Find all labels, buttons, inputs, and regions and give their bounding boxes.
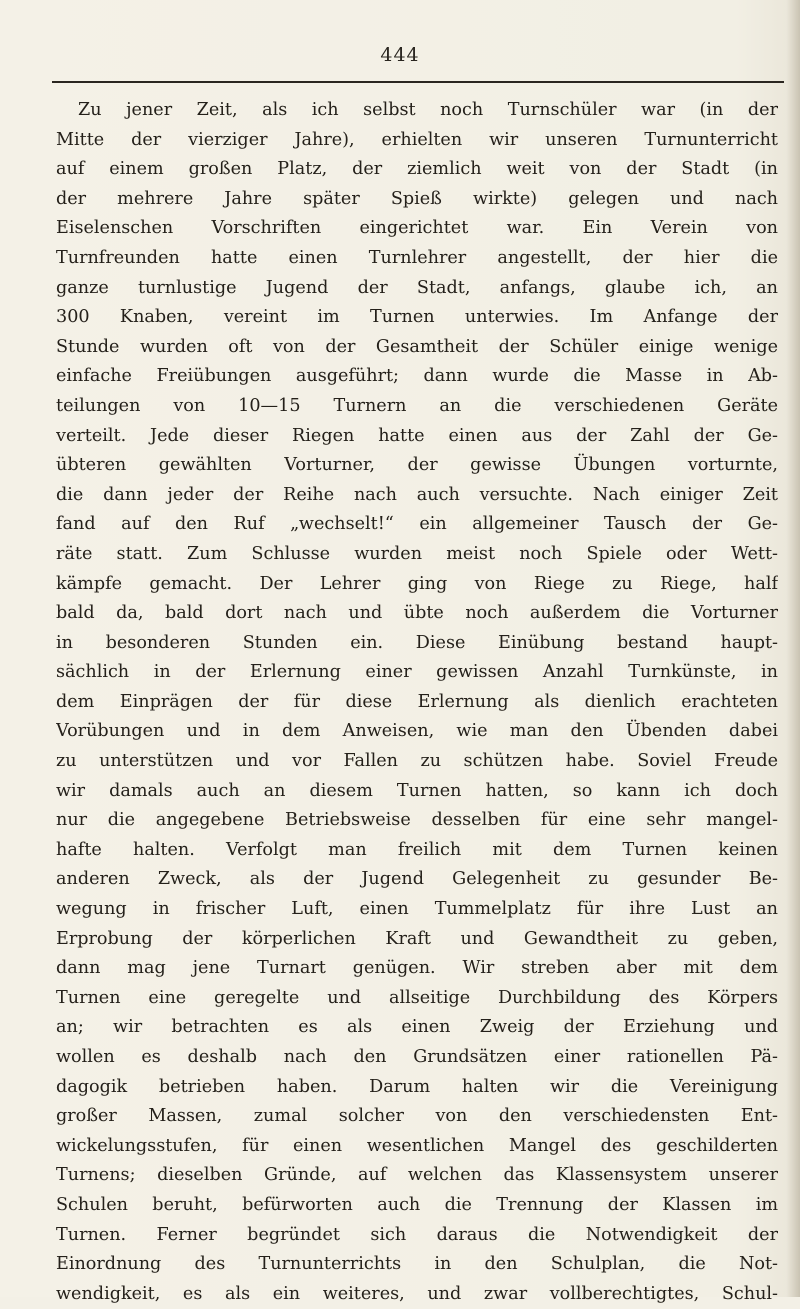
text-line: 300 Knaben, vereint im Turnen unterwies. Im Anfange der bbox=[56, 307, 778, 328]
text-line: kämpfe gemacht. Der Lehrer ging von Riege zu Riege, half bbox=[56, 573, 778, 594]
text-line: Mitte der vierziger Jahre), erhielten wir unseren Turnunterricht bbox=[56, 129, 778, 150]
text-line: Turnens; dieselben Gründe, auf welchen das Klassensystem unserer bbox=[56, 1165, 778, 1186]
text-line: der mehrere Jahre später Spieß wirkte) gelegen und nach bbox=[56, 188, 778, 209]
text-line: Turnen. Ferner begründet sich daraus die Notwendigkeit der bbox=[56, 1224, 778, 1245]
text-line: räte statt. Zum Schlusse wurden meist noch Spiele oder Wett- bbox=[56, 543, 778, 564]
text-line: anderen Zweck, als der Jugend Gelegenheit zu gesunder Be- bbox=[56, 869, 778, 890]
header-rule bbox=[52, 81, 784, 83]
text-line: wollen es deshalb nach den Grundsätzen einer rationellen Pä- bbox=[56, 1047, 778, 1067]
text-line: wir damals auch an diesem Turnen hatten, so kann ich doch bbox=[56, 780, 778, 801]
page-edge-shadow bbox=[786, 0, 800, 1297]
text-line: an; wir betrachten es als einen Zweig der Erziehung und bbox=[56, 1017, 778, 1038]
text-line: Zu jener Zeit, als ich selbst noch Turnschüler war (in der bbox=[78, 100, 778, 120]
text-line: Erprobung der körperlichen Kraft und Gewandtheit zu geben, bbox=[56, 928, 778, 949]
text-line: Einordnung des Turnunterrichts in den Schulplan, die Not- bbox=[56, 1254, 778, 1275]
text-line: wickelungsstufen, für einen wesentlichen Mangel des geschilderten bbox=[56, 1135, 778, 1156]
text-line: die dann jeder der Reihe nach auch versuchte. Nach einiger Zeit bbox=[56, 484, 778, 505]
text-line: zu unterstützen und vor Fallen zu schützen habe. Soviel Freude bbox=[56, 751, 778, 772]
text-line: hafte halten. Verfolgt man freilich mit dem Turnen keinen bbox=[56, 839, 778, 860]
text-line: fand auf den Ruf „wechselt!“ ein allgemeiner Tausch der Ge- bbox=[56, 514, 778, 535]
text-line: wendigkeit, es als ein weiteres, und zwar vollberechtigtes, Schul- bbox=[56, 1283, 778, 1304]
page-number: 444 bbox=[380, 44, 420, 66]
body-text bbox=[56, 96, 778, 1309]
text-line: ganze turnlustige Jugend der Stadt, anfangs, glaube ich, an bbox=[56, 277, 778, 298]
text-line: teilungen von 10—15 Turnern an die verschiedenen Geräte bbox=[56, 395, 778, 416]
text-line: Schulen beruht, befürworten auch die Trennung der Klassen im bbox=[56, 1194, 778, 1215]
text-line: Stunde wurden oft von der Gesamtheit der Schüler einige wenige bbox=[56, 336, 778, 357]
text-line: sächlich in der Erlernung einer gewissen Anzahl Turnkünste, in bbox=[56, 662, 778, 683]
text-line: Turnen eine geregelte und allseitige Durchbildung des Körpers bbox=[56, 987, 778, 1008]
text-line: verteilt. Jede dieser Riegen hatte einen aus der Zahl der Ge- bbox=[56, 425, 778, 446]
text-line: auf einem großen Platz, der ziemlich weit von der Stadt (in bbox=[56, 159, 778, 180]
text-line: übteren gewählten Vorturner, der gewisse Übungen vorturnte, bbox=[56, 455, 778, 476]
text-line: wegung in frischer Luft, einen Tummelplatz für ihre Lust an bbox=[56, 899, 778, 920]
text-line: nur die angegebene Betriebsweise desselben für eine sehr mangel- bbox=[56, 810, 778, 831]
text-line: Eiselenschen Vorschriften eingerichtet war. Ein Verein von bbox=[56, 218, 778, 239]
text-line: dem Einprägen der für diese Erlernung als dienlich erachteten bbox=[56, 691, 778, 712]
text-line: großer Massen, zumal solcher von den verschiedensten Ent- bbox=[56, 1106, 778, 1127]
text-line: Turnfreunden hatte einen Turnlehrer angestellt, der hier die bbox=[56, 247, 778, 268]
text-line: dann mag jene Turnart genügen. Wir streben aber mit dem bbox=[56, 958, 778, 979]
text-line: dagogik betrieben haben. Darum halten wir die Vereinigung bbox=[56, 1076, 778, 1097]
text-line: einfache Freiübungen ausgeführt; dann wurde die Masse in Ab- bbox=[56, 366, 778, 387]
text-line: Vorübungen und in dem Anweisen, wie man den Übenden dabei bbox=[56, 721, 778, 742]
text-line: bald da, bald dort nach und übte noch außerdem die Vorturner bbox=[56, 603, 778, 624]
text-line: in besonderen Stunden ein. Diese Einübung bestand haupt- bbox=[56, 632, 778, 653]
